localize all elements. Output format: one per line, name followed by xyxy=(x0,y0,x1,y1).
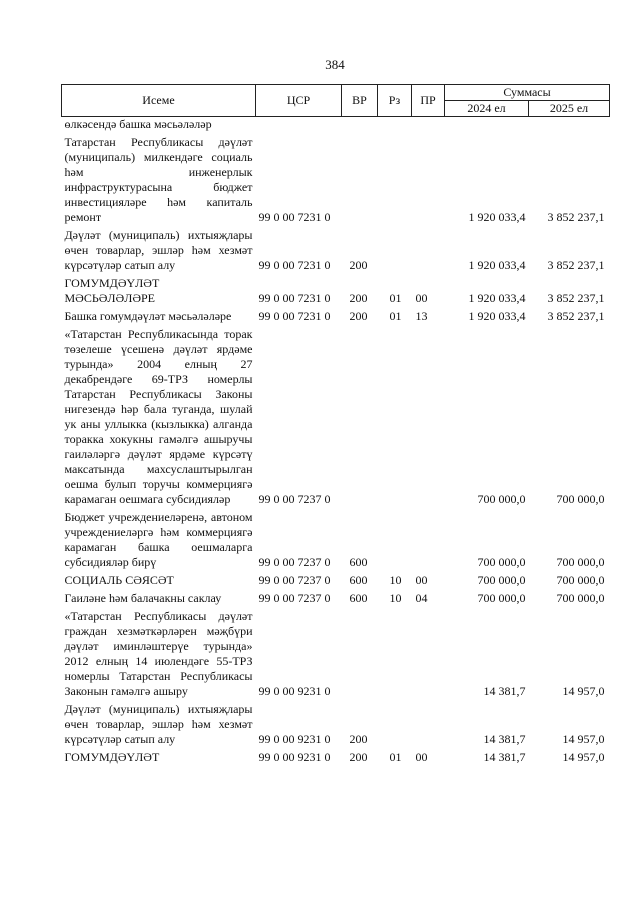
cell-y1: 14 381,7 xyxy=(483,750,526,764)
cell-rz xyxy=(378,117,412,134)
cell-y2: 700 000,0 xyxy=(556,591,605,605)
table-row xyxy=(62,117,610,134)
cell-name: Дәүләт (муниципаль) ихтыяҗлары өчен товарлар, эшләр һәм хезмәт күрсәтүләр сатып алу xyxy=(64,702,253,746)
cell-name: «Татарстан Республикасы дәүләт граждан хезмәткәрләрен мәҗбүри дәүләт иминләштерүе турында» 2012 елның 14 июлендәге 55-ТРЗ номерлы Татарстан Республикасы Законын гамәлгә ашыру xyxy=(64,609,253,698)
cell-vr: 600 xyxy=(349,573,368,587)
cell-csr: 99 0 00 7231 0 xyxy=(258,309,331,323)
cell-y2: 3 852 237,1 xyxy=(547,291,605,305)
cell-csr xyxy=(256,117,342,134)
cell-y1: 1 920 033,4 xyxy=(468,258,526,272)
cell-name: ГОМУМДӘҮЛӘТ xyxy=(64,750,160,764)
cell-y1: 14 381,7 xyxy=(483,684,526,698)
cell-y2: 700 000,0 xyxy=(556,492,605,506)
table-row xyxy=(62,607,610,700)
table-row xyxy=(62,325,610,508)
cell-pr: 00 xyxy=(415,291,428,305)
cell-csr: 99 0 00 7231 0 xyxy=(258,210,331,224)
cell-name: өлкәсендә башка мәсьәләләр xyxy=(64,117,212,131)
cell-csr: 99 0 00 7231 0 xyxy=(258,258,331,272)
cell-name: Бюджет учреждениеләренә, автоном учреждениеләргә һәм коммерциягә карамаган башка оешмаларга субсидияләр бирү xyxy=(64,510,253,569)
header-vr: ВР xyxy=(342,85,378,117)
table-row xyxy=(62,274,610,307)
cell-rz: 10 xyxy=(389,591,402,605)
cell-rz xyxy=(378,700,412,748)
header-pr: ПР xyxy=(412,85,445,117)
cell-vr xyxy=(342,117,378,134)
table-row xyxy=(62,571,610,589)
cell-csr: 99 0 00 7231 0 xyxy=(258,291,331,305)
header-sums: Суммасы xyxy=(445,85,610,101)
cell-pr: 04 xyxy=(415,591,428,605)
cell-rz xyxy=(378,607,412,700)
header-rz: Рз xyxy=(378,85,412,117)
cell-y2 xyxy=(529,117,610,134)
cell-name: Дәүләт (муниципаль) ихтыяҗлары өчен товарлар, эшләр һәм хезмәт күрсәтүләр сатып алу xyxy=(64,228,253,272)
cell-csr: 99 0 00 7237 0 xyxy=(258,555,331,569)
table-row xyxy=(62,226,610,274)
cell-y1: 700 000,0 xyxy=(477,555,526,569)
cell-y2: 700 000,0 xyxy=(556,555,605,569)
cell-vr xyxy=(342,133,378,226)
cell-csr: 99 0 00 7237 0 xyxy=(258,573,331,587)
table-row xyxy=(62,307,610,325)
cell-y2: 3 852 237,1 xyxy=(547,309,605,323)
cell-csr: 99 0 00 9231 0 xyxy=(258,732,331,746)
table-row xyxy=(62,748,610,766)
cell-vr: 200 xyxy=(349,732,368,746)
cell-name: Татарстан Республикасы дәүләт (муниципаль) милкендәге социаль һәм инженерлык инфраструктурасына бюджет инвестицияләре һәм капиталь ремонт xyxy=(64,135,253,224)
cell-pr xyxy=(412,508,445,571)
cell-rz xyxy=(378,508,412,571)
cell-y1: 700 000,0 xyxy=(477,492,526,506)
cell-pr: 00 xyxy=(415,573,428,587)
cell-pr xyxy=(412,607,445,700)
cell-pr: 13 xyxy=(415,309,428,323)
table-row xyxy=(62,508,610,571)
cell-name: ГОМУМДӘҮЛӘТ МӘСЬӘЛӘЛӘРЕ xyxy=(64,276,160,305)
cell-rz xyxy=(378,226,412,274)
cell-pr xyxy=(412,117,445,134)
cell-y1 xyxy=(445,117,529,134)
cell-y1: 700 000,0 xyxy=(477,591,526,605)
cell-y1: 1 920 033,4 xyxy=(468,291,526,305)
cell-pr: 00 xyxy=(415,750,428,764)
cell-y2: 14 957,0 xyxy=(562,750,605,764)
cell-y1: 14 381,7 xyxy=(483,732,526,746)
cell-rz xyxy=(378,325,412,508)
cell-vr xyxy=(342,607,378,700)
header-year-2024: 2024 ел xyxy=(445,101,529,117)
cell-csr: 99 0 00 7237 0 xyxy=(258,492,331,506)
cell-vr: 600 xyxy=(349,591,368,605)
cell-pr xyxy=(412,325,445,508)
cell-vr: 200 xyxy=(349,291,368,305)
cell-vr: 200 xyxy=(349,309,368,323)
cell-name: Гаиләне һәм балачакны саклау xyxy=(64,591,222,605)
header-year-2025: 2025 ел xyxy=(529,101,610,117)
cell-y1: 1 920 033,4 xyxy=(468,210,526,224)
cell-y1: 700 000,0 xyxy=(477,573,526,587)
cell-name: «Татарстан Республикасында торак төзелеше үсешенә дәүләт ярдәме турында» 2004 елның 27 декабрендәге 69-ТРЗ номерлы Татарстан Республикасы Законы нигезендә һәр бала туганда, шулай ук аны уллыкка (кызлыкка) алганда торакка хокукны гамәлгә ашыручы гаиләләргә дәүләт ярдәме күрсәтү максатында махсуслаштырылган оешма булып торучы коммерциягә карамаган оешмага субсидияләр xyxy=(64,327,253,506)
cell-rz: 01 xyxy=(389,291,402,305)
cell-y2: 14 957,0 xyxy=(562,732,605,746)
header-csr: ЦСР xyxy=(256,85,342,117)
cell-pr xyxy=(412,700,445,748)
cell-name: Башка гомумдәүләт мәсьәләләре xyxy=(64,309,232,323)
cell-vr: 600 xyxy=(349,555,368,569)
cell-vr: 200 xyxy=(349,750,368,764)
budget-table xyxy=(61,84,610,766)
cell-csr: 99 0 00 9231 0 xyxy=(258,684,331,698)
cell-y2: 14 957,0 xyxy=(562,684,605,698)
cell-csr: 99 0 00 7237 0 xyxy=(258,591,331,605)
cell-vr: 200 xyxy=(349,258,368,272)
page-number: 384 xyxy=(325,57,345,72)
cell-csr: 99 0 00 9231 0 xyxy=(258,750,331,764)
header-name: Исеме xyxy=(62,85,256,117)
table-header xyxy=(62,85,610,117)
cell-y2: 3 852 237,1 xyxy=(547,210,605,224)
table-row xyxy=(62,589,610,607)
cell-name: СОЦИАЛЬ СӘЯСӘТ xyxy=(64,573,174,587)
cell-rz xyxy=(378,133,412,226)
cell-pr xyxy=(412,226,445,274)
cell-vr xyxy=(342,325,378,508)
cell-y2: 700 000,0 xyxy=(556,573,605,587)
cell-rz: 01 xyxy=(389,309,402,323)
table-body xyxy=(62,117,610,767)
cell-pr xyxy=(412,133,445,226)
cell-rz: 10 xyxy=(389,573,402,587)
table-row xyxy=(62,133,610,226)
cell-rz: 01 xyxy=(389,750,402,764)
cell-y2: 3 852 237,1 xyxy=(547,258,605,272)
cell-y1: 1 920 033,4 xyxy=(468,309,526,323)
table-row xyxy=(62,700,610,748)
